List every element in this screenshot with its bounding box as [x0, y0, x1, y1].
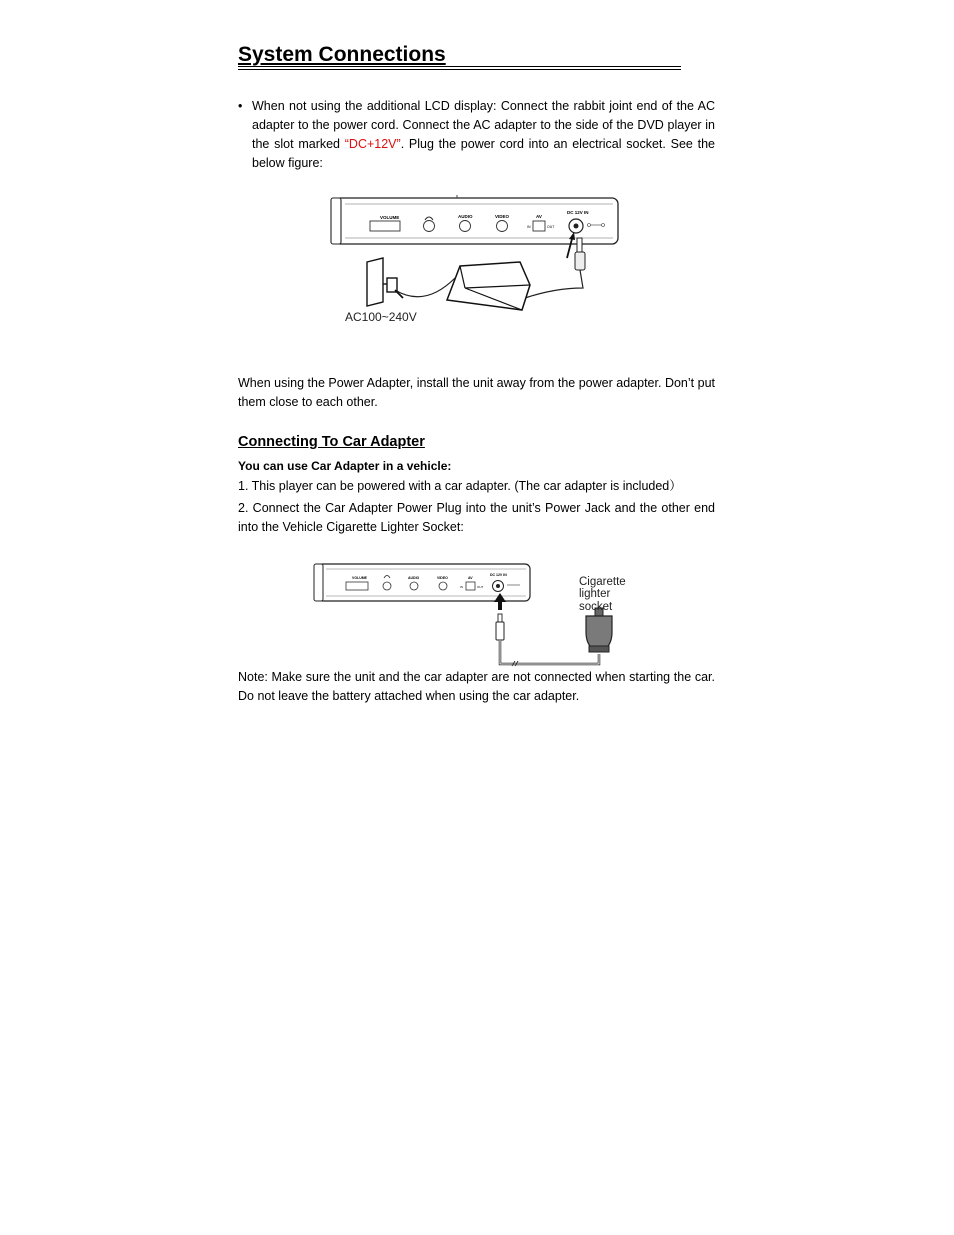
power-cord: [395, 278, 455, 297]
car-step-1: 1. This player can be powered with a car adapter. (The car adapter is included）: [238, 479, 682, 493]
video-label-2: VIDEO: [437, 576, 448, 580]
cigarette-lighter-plug: [586, 608, 612, 652]
car-adapter-heading: Connecting To Car Adapter: [238, 434, 425, 450]
final-note: Note: Make sure the unit and the car adapter are not connected when starting the car. Do not leave the battery attached when using the car adapter.: [238, 670, 715, 703]
av-out-label: OUT: [547, 225, 555, 229]
wall-socket: [367, 258, 403, 306]
car-adapter-cable: [500, 640, 599, 664]
page-title: System Connections: [238, 43, 446, 66]
title-double-rule: [238, 66, 681, 70]
dvd-player-side-panel-2: [314, 564, 530, 601]
video-label: VIDEO: [495, 214, 510, 219]
av-in-label: IN: [527, 225, 531, 229]
bullet-text-after: . Plug the power cord into an electrical socket. See the below figure:: [252, 137, 715, 170]
dc-in-label: DC 12V IN: [567, 210, 589, 215]
dvd-player-side-panel: [331, 195, 618, 244]
volume-label: VOLUME: [380, 215, 400, 220]
socket-label-line2: lighter: [579, 588, 611, 600]
dc-plug: [525, 238, 585, 298]
audio-label-2: AUDIO: [408, 576, 420, 580]
socket-label-line3: socket: [579, 601, 613, 613]
bullet-text-before: When not using the additional LCD display: Connect the rabbit joint end of the AC adapter to the power cord. Connect the AC adapter to the side of the DVD player in the slot marked: [252, 99, 715, 151]
audio-label: AUDIO: [458, 214, 473, 219]
dc-in-label-2: DC 12V IN: [490, 573, 507, 577]
bullet-paragraph: [252, 97, 715, 173]
av-label-2: AV: [468, 576, 473, 580]
volume-label-2: VOLUME: [352, 576, 367, 580]
ac-connection-figure: [325, 190, 625, 330]
car-dc-plug: [496, 614, 504, 640]
av-in-label-2: IN: [460, 585, 463, 589]
car-connection-figure: [310, 560, 640, 670]
av-out-label-2: OUT: [477, 585, 484, 589]
voltage-label: AC100~240V: [345, 310, 417, 324]
power-adapter-note: When using the Power Adapter, install the unit away from the power adapter. Don’t put them close to each other.: [238, 376, 715, 409]
bullet-marker: •: [238, 99, 243, 113]
dc-highlight-text: “DC+12V”: [344, 137, 401, 151]
av-label: AV: [536, 214, 542, 219]
socket-label-line1: Cigarette: [579, 576, 626, 588]
car-step-2: 2. Connect the Car Adapter Power Plug into the unit’s Power Jack and the other end into the Vehicle Cigarette Lighter Socket:: [238, 501, 715, 534]
ac-adapter-brick: [447, 262, 530, 310]
car-adapter-intro: You can use Car Adapter in a vehicle:: [238, 459, 452, 473]
